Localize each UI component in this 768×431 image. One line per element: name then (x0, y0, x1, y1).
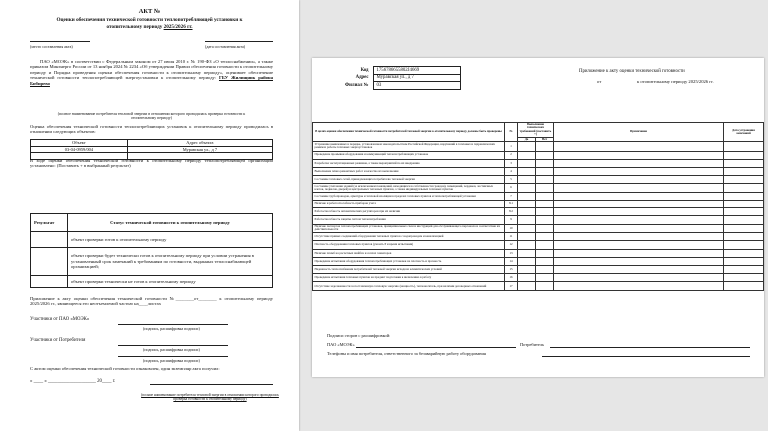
status-col-status: Статус технической готовности к отопительному периоду (68, 214, 273, 232)
footer-caption: (полное наименование потребителя тепловой энергии в отношении которого проводилась проверка готовности к отопительному периоду) (141, 393, 279, 402)
criteria-no-cell[interactable] (536, 233, 554, 241)
place-line (30, 41, 90, 42)
criteria-deadline-cell[interactable] (724, 241, 764, 250)
criteria-deadline-cell[interactable] (724, 249, 764, 257)
criteria-note-cell[interactable] (554, 241, 724, 250)
kod-value: 1756786655802J4669 (373, 67, 460, 75)
criteria-text: Состояние тепловых сетей, принадлежащих потребителю тепловой энергии (313, 176, 505, 184)
criteria-number: 10 (505, 224, 518, 233)
criteria-note-cell[interactable] (554, 257, 724, 265)
criteria-number: 5 (505, 176, 518, 184)
address-label: Адрес (355, 75, 369, 81)
criteria-deadline-cell[interactable] (724, 233, 764, 241)
criteria-yes-cell[interactable] (518, 208, 536, 216)
criteria-yes-cell[interactable] (518, 224, 536, 233)
criteria-number: 4 (505, 167, 518, 175)
criteria-yes-cell[interactable] (518, 257, 536, 265)
criteria-row (313, 159, 764, 167)
objects-header-object: Объект (31, 140, 128, 147)
address-value: Муравская ул., д 7 (373, 74, 460, 82)
agreement-date: « ____ » ____________________ 20____ г. (30, 379, 116, 384)
criteria-row (313, 274, 764, 282)
criteria-no-cell[interactable] (536, 274, 554, 282)
criteria-no-cell[interactable] (536, 282, 554, 291)
criteria-no-cell[interactable] (536, 257, 554, 265)
criteria-note-cell[interactable] (554, 151, 724, 159)
criteria-deadline-cell[interactable] (724, 192, 764, 200)
status-check-1[interactable] (31, 232, 68, 248)
appendix-page (312, 58, 764, 377)
signature-consumer-label: Потребитель (520, 342, 545, 347)
criteria-row (313, 233, 764, 241)
criteria-text: Плотность оборудования тепловых пунктов (указать P и время испытания) (313, 241, 505, 250)
criteria-text: Наличие и работоспособность приборов учета (313, 200, 505, 207)
status-col-result: Результат (31, 214, 68, 232)
consumer-participants-label: Участники от Потребителя (30, 338, 86, 343)
date-caption: (дата составления акта) (205, 44, 246, 49)
criteria-number: 7 (505, 192, 518, 200)
criteria-number: 3 (505, 159, 518, 167)
signature-moek-line (356, 347, 516, 348)
criteria-number: 2 (505, 151, 518, 159)
criteria-deadline-cell[interactable] (724, 266, 764, 274)
criteria-deadline-cell[interactable] (724, 208, 764, 216)
criteria-table (312, 122, 764, 291)
criteria-deadline-cell[interactable] (724, 282, 764, 291)
criteria-text: Надежность теплоснабжения потребителей тепловой энергии исходя из климатических условий (313, 266, 505, 274)
criteria-no-cell[interactable] (536, 159, 554, 167)
consumer-signature-line-2 (118, 356, 228, 357)
criteria-deadline-cell[interactable] (724, 216, 764, 224)
criteria-text: Наличие пломб на расчетных шайбах и соплах элеваторов (313, 249, 505, 257)
status-option-ready: объект проверки готов к отопительному периоду (68, 232, 273, 248)
criteria-yes-cell[interactable] (518, 200, 536, 207)
criteria-row (313, 167, 764, 175)
criteria-text: Устранение выявленных в порядке, установленном законодательством Российской Федерации, нарушений в тепловых и гидравлических режимах работы тепловых энергоустановок (313, 142, 505, 152)
act-title: АКТ № (138, 8, 161, 15)
criteria-yes-cell[interactable] (518, 266, 536, 274)
criteria-yes-cell[interactable] (518, 142, 536, 152)
criteria-row (313, 192, 764, 200)
criteria-text: Проведение испытания тепловых пунктов на предмет подготовки к включению в работу (313, 274, 505, 282)
appendix-from: от (597, 79, 602, 84)
criteria-no-cell[interactable] (536, 266, 554, 274)
criteria-note-cell[interactable] (554, 200, 724, 207)
criteria-yes-cell[interactable] (518, 249, 536, 257)
criteria-note-cell[interactable] (554, 159, 724, 167)
criteria-row (313, 266, 764, 274)
criteria-number: 12 (505, 241, 518, 250)
criteria-deadline-cell[interactable] (724, 167, 764, 175)
criteria-no-cell[interactable] (536, 142, 554, 152)
place-caption: (место составления акта) (30, 44, 73, 49)
criteria-yes-cell[interactable] (518, 184, 536, 193)
moek-participants-label: Участники от ПАО «МОЭК» (30, 317, 90, 322)
criteria-note-cell[interactable] (554, 176, 724, 184)
criteria-number: 13 (505, 249, 518, 257)
criteria-note-cell[interactable] (554, 224, 724, 233)
criteria-note-cell[interactable] (554, 274, 724, 282)
objects-header-address: Адрес объекта (127, 140, 272, 147)
act-subtitle-2: отопительному периоду 2025/2026 гг. (106, 24, 193, 30)
criteria-text: Наличие паспортов теплопотребляющих установок, принципиальных схем и инструкций для обслуживающего персонала и соответствие их действительности (313, 224, 505, 233)
criteria-yes-cell[interactable] (518, 216, 536, 224)
criteria-deadline-cell[interactable] (724, 184, 764, 193)
responsible-phone-line (542, 356, 750, 357)
status-check-2[interactable] (31, 248, 68, 276)
appendix-season: к отопительному периоду 2025/2026 гг. (637, 79, 714, 84)
criteria-deadline-cell[interactable] (724, 257, 764, 265)
appendix-title: Приложение к акту оценки технической готовности (579, 69, 685, 74)
signature-moek-label: ПАО «МОЭК» (327, 342, 355, 347)
assessment-text: В ходе оценки обеспечения технической готовности к отопительному периоду теплопотребляющей организации установлено: (Поставить + в выбранный результат) (30, 158, 273, 169)
criteria-row (313, 216, 764, 224)
criteria-text: Проведение промывки оборудования и коммуникаций теплопотребляющих установок (313, 151, 505, 159)
criteria-yes-cell[interactable] (518, 282, 536, 291)
responsible-phone-label: Телефоны и имя потребителя, ответственного за безаварийную работу оборудования (327, 351, 486, 356)
criteria-no-cell[interactable] (536, 151, 554, 159)
criteria-note-cell[interactable] (554, 184, 724, 193)
criteria-number: 14 (505, 257, 518, 265)
criteria-deadline-cell[interactable] (724, 176, 764, 184)
criteria-text: Отсутствие задолженности за поставленную тепловую энергию (мощность), теплоноситель, при наличии договорных отношений (313, 282, 505, 291)
status-check-3[interactable] (31, 276, 68, 288)
appendix-text: Приложение к акту оценки обеспечения технической готовности №________от________ к отопительному периоду 2025/2026 гг., являющееся его неотъемлемой частью на____листах (30, 296, 273, 307)
criteria-no-cell[interactable] (536, 216, 554, 224)
criteria-note-cell[interactable] (554, 233, 724, 241)
criteria-number: 8.1 (505, 200, 518, 207)
criteria-no-cell[interactable] (536, 208, 554, 216)
criteria-row (313, 224, 764, 233)
criteria-row (313, 176, 764, 184)
consumer-caption: (полное наименование потребителя тепловой энергии в отношении которого проводилась проверка готовности к отопительному периоду) (57, 112, 246, 121)
criteria-row (313, 241, 764, 250)
criteria-note-cell[interactable] (554, 208, 724, 216)
criteria-text: Состояние трубопроводов, арматуры и тепловой изоляции в пределах тепловых пунктов и теплопотребляющей установки (313, 192, 505, 200)
moek-signature-caption: (подпись, расшифровка подписи) (143, 326, 200, 331)
criteria-row (313, 249, 764, 257)
criteria-note-cell[interactable] (554, 216, 724, 224)
criteria-text: Отсутствие прямых соединений оборудования тепловых пунктов с водопроводом и канализацией (313, 233, 505, 241)
criteria-note-cell[interactable] (554, 192, 724, 200)
consumer-signature-caption-2: (подпись, расшифровка подписи) (143, 358, 200, 363)
criteria-deadline-cell[interactable] (724, 142, 764, 152)
criteria-text: Работоспособность автоматических регуляторов при их наличии (313, 208, 505, 216)
criteria-number: 15 (505, 266, 518, 274)
criteria-text: Состояние утепления зданий (за исключением помещений, находящихся в собственности граждан), помещений, чердаков, лестничных клеток, подвалов, дверей) и центральных тепловых пунктов, а также индивидуальных тепловых пунктов (313, 184, 505, 193)
criteria-row (313, 257, 764, 265)
criteria-yes-cell[interactable] (518, 159, 536, 167)
criteria-no-cell[interactable] (536, 184, 554, 193)
object-info-table (342, 66, 461, 90)
consumer-signature-caption-1: (подпись, расшифровка подписи) (143, 347, 200, 352)
criteria-number: 9 (505, 216, 518, 224)
criteria-header-note: Примечание (554, 123, 724, 142)
criteria-text: Работоспособность защиты систем теплопотребления (313, 216, 505, 224)
date-line (205, 41, 273, 42)
criteria-text: Проведение испытания оборудования теплопотребляющих установок на плотность и прочность (313, 257, 505, 265)
criteria-header-done: Выполнение технических требований (поставить +) (518, 123, 554, 138)
signature-consumer-line (550, 347, 750, 348)
criteria-no-cell[interactable] (536, 224, 554, 233)
criteria-row (313, 142, 764, 152)
criteria-no-cell[interactable] (536, 241, 554, 250)
criteria-yes-cell[interactable] (518, 192, 536, 200)
criteria-yes-cell[interactable] (518, 151, 536, 159)
criteria-no-cell[interactable] (536, 176, 554, 184)
criteria-text: Выполнение плана ремонтных работ и качество их выполнения (313, 167, 505, 175)
criteria-note-cell[interactable] (554, 249, 724, 257)
criteria-row (313, 282, 764, 291)
criteria-deadline-cell[interactable] (724, 274, 764, 282)
intro-text: ПАО «МОЭК» в соответствии с Федеральным законом от 27 июля 2010 г. № 190-ФЗ «О теплоснабжении», а также приказом Минэнерго России от 13 ноября 2024 № 2234 «Об утверждении Правил обеспечения готовности к отопительному периоду и Порядка проведения оценки обеспечения готовности к отопительному периоду», оценивает обеспечение технической готовности теплопотребляющей энергоустановки к отопительному периоду: ГБУ Жилищник района Бибирево (30, 59, 273, 86)
status-option-conditional: объект проверки будет технически готов к отопительному периоду при условии устранения в установленный срок замечаний к требованиям по готовности, выданных теплоснабжающей организацией; (68, 248, 273, 276)
criteria-yes-cell[interactable] (518, 274, 536, 282)
criteria-row (313, 200, 764, 207)
object-code: 03-04-0959/004 (31, 146, 128, 153)
status-option-not-ready: объект проверки технически не готов к отопительному периоду (68, 276, 273, 288)
criteria-header-yes: Да (518, 137, 536, 141)
criteria-header-num: № (505, 123, 518, 142)
criteria-header-text: В целях оценки обеспечения технической готовности потребителей тепловой энергии к отопительному периоду должны быть проверены (313, 123, 505, 142)
criteria-header-no: Нет (536, 137, 554, 141)
criteria-note-cell[interactable] (554, 282, 724, 291)
criteria-no-cell[interactable] (536, 167, 554, 175)
objects-intro: Оценка обеспечения технической готовности теплопотребляющих установок к отопительному периоду проводилась в отношении следующих объектов: (30, 124, 273, 135)
agreement-signature-line (150, 384, 273, 385)
objects-table (30, 139, 273, 160)
object-address: Муравская ул., д 7 (127, 146, 272, 153)
criteria-number: 17 (505, 282, 518, 291)
criteria-no-cell[interactable] (536, 192, 554, 200)
act-subtitle-1: Оценки обеспечения технической готовности теплопотребляющей установки к (56, 17, 243, 23)
criteria-text: Разработка эксплуатационных режимов, а также мероприятий по их внедрению (313, 159, 505, 167)
criteria-deadline-cell[interactable] (724, 159, 764, 167)
criteria-number: 6 (505, 184, 518, 193)
criteria-yes-cell[interactable] (518, 233, 536, 241)
criteria-deadline-cell[interactable] (724, 151, 764, 159)
act-page (0, 0, 299, 431)
criteria-row (313, 151, 764, 159)
criteria-number: 8.2 (505, 208, 518, 216)
criteria-number: 11 (505, 233, 518, 241)
criteria-row (313, 184, 764, 193)
criteria-header-deadline: Дата устранения замечаний (724, 123, 764, 142)
branch-label: Филиал № (345, 82, 369, 88)
agreement-text: С актом оценки обеспечения технической готовности ознакомлен, один экземпляр акта получил: (30, 366, 220, 371)
criteria-no-cell[interactable] (536, 249, 554, 257)
signatures-title: Подписи сторон с расшифровкой: (327, 333, 391, 338)
criteria-yes-cell[interactable] (518, 167, 536, 175)
criteria-number: 1 (505, 142, 518, 152)
criteria-yes-cell[interactable] (518, 176, 536, 184)
criteria-deadline-cell[interactable] (724, 224, 764, 233)
criteria-number: 16 (505, 274, 518, 282)
kod-label: Код (360, 67, 369, 73)
branch-value: 03 (373, 82, 460, 90)
criteria-deadline-cell[interactable] (724, 200, 764, 207)
criteria-row (313, 208, 764, 216)
criteria-yes-cell[interactable] (518, 241, 536, 250)
consumer-signature-line-1 (118, 345, 228, 346)
moek-signature-line (118, 324, 228, 325)
criteria-no-cell[interactable] (536, 200, 554, 207)
criteria-note-cell[interactable] (554, 167, 724, 175)
criteria-note-cell[interactable] (554, 266, 724, 274)
criteria-note-cell[interactable] (554, 142, 724, 152)
status-table (30, 213, 273, 288)
